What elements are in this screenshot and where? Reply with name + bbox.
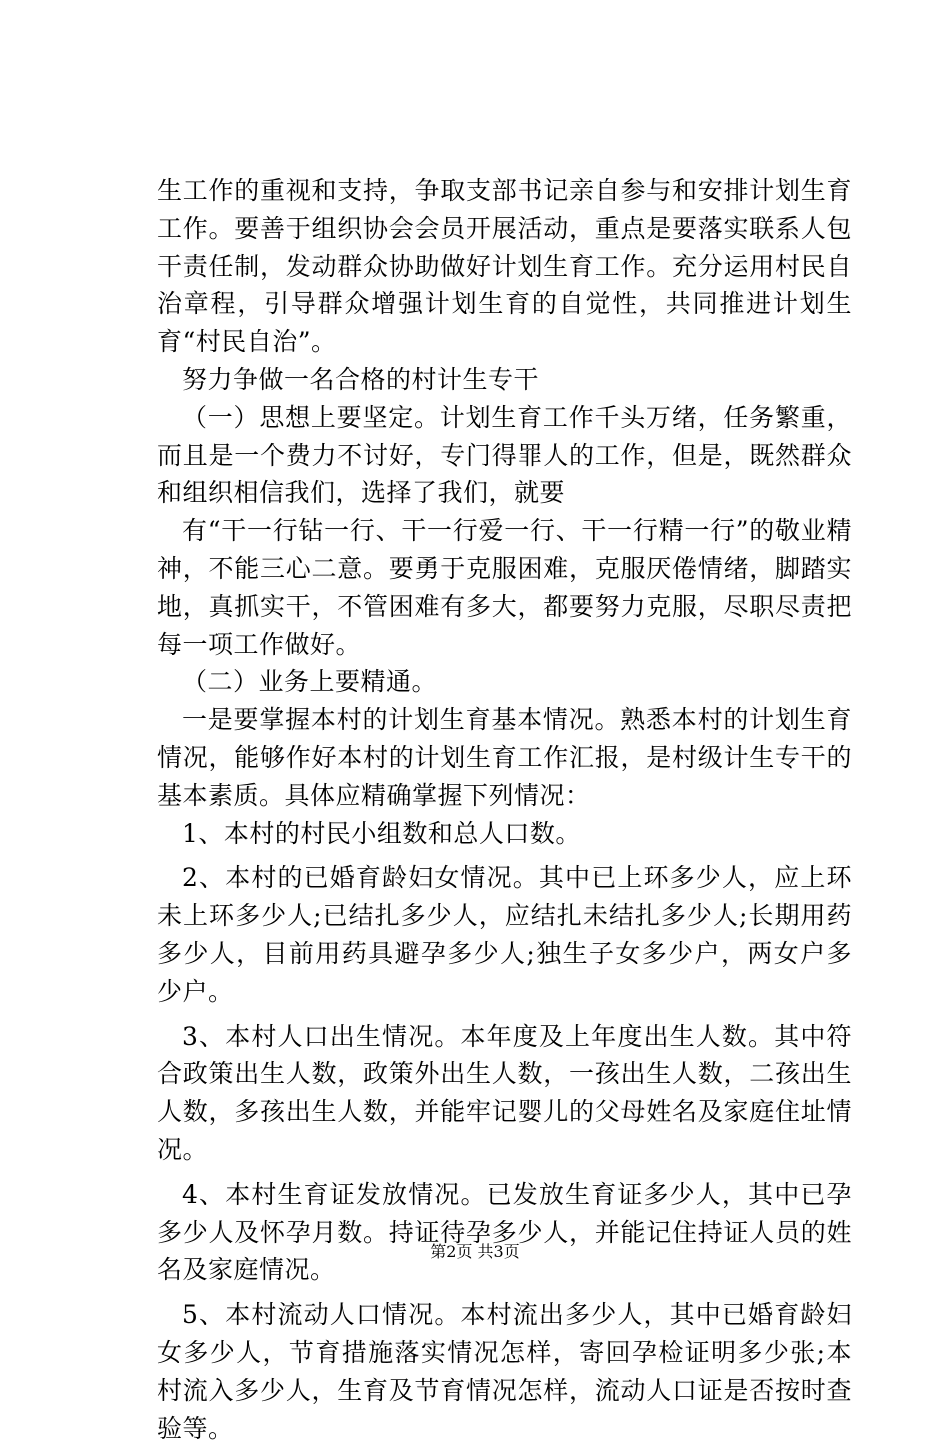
paragraph-10: 4、本村生育证发放情况。已发放生育证多少人，其中已孕多少人及怀孕月数。持证待孕多少人，并能记住持证人员的姓名及家庭情况。 — [157, 1179, 852, 1285]
paragraph-4: 有“干一行钻一行、干一行爱一行、干一行精一行”的敬业精神，不能三心二意。要勇于克服困难，克服厌倦情绪，脚踏实地，真抓实干，不管困难有多大，都要努力克服，尽职尽责把每一项工作做好。 — [157, 516, 852, 659]
paragraph-6: 一是要掌握本村的计划生育基本情况。熟悉本村的计划生育情况，能够作好本村的计划生育工作汇报，是村级计生专干的基本素质。具体应精确掌握下列情况： — [157, 705, 852, 810]
paragraph-9: 3、本村人口出生情况。本年度及上年度出生人数。其中符合政策出生人数，政策外出生人数，一孩出生人数，二孩出生人数，多孩出生人数，并能牢记婴儿的父母姓名及家庭住址情况。 — [157, 1021, 852, 1164]
paragraph-heading: 努力争做一名合格的村计生专干 — [182, 364, 540, 394]
paragraph-7: 1、本村的村民小组数和总人口数。 — [182, 818, 581, 848]
paragraph-8: 2、本村的已婚育龄妇女情况。其中已上环多少人，应上环未上环多少人;已结扎多少人，应结扎未结扎多少人;长期用药多少人，目前用药具避孕多少人;独生子女多少户，两女户多少户。 — [157, 863, 852, 1006]
page-footer: 第2页 共3页 — [430, 1242, 520, 1261]
paragraph-1: 生工作的重视和支持，争取支部书记亲自参与和安排计划生育工作。要善于组织协会会员开展活动，重点是要落实联系人包干责任制，发动群众协助做好计划生育工作。充分运用村民自治章程，引导群众增强计划生育的自觉性，共同推进计划生育“村民自治”。 — [157, 176, 852, 357]
paragraph-3: （一）思想上要坚定。计划生育工作千头万绪，任务繁重，而且是一个费力不讨好，专门得罪人的工作，但是，既然群众和组织相信我们，选择了我们，就要 — [157, 402, 852, 508]
paragraph-11: 5、本村流动人口情况。本村流出多少人，其中已婚育龄妇女多少人，节育措施落实情况怎样，寄回孕检证明多少张;本村流入多少人，生育及节育情况怎样，流动人口证是否按时查验等。 — [157, 1300, 852, 1443]
paragraph-5: （二）业务上要精通。 — [182, 667, 438, 697]
